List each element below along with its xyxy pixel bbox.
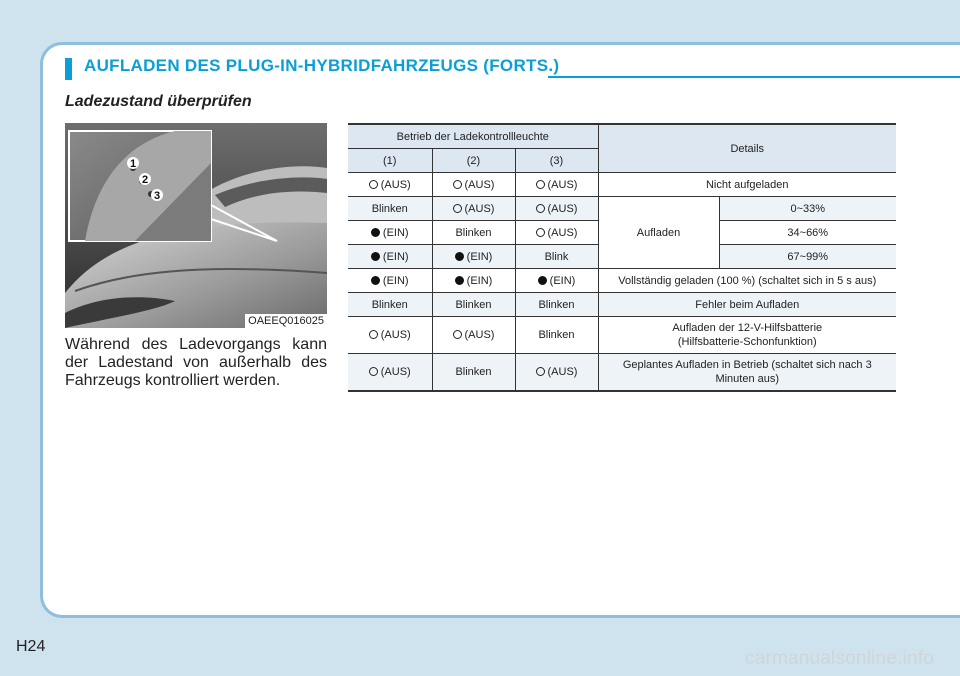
body-text: Während des Ladevorgangs kann der Ladestand von außerhalb des Fahrzeugs kontrolliert werden. [65,336,327,389]
filled-circle-icon [538,276,547,285]
empty-circle-icon [453,180,462,189]
svg-text:1: 1 [129,158,137,170]
section-title-bar [65,58,72,80]
empty-circle-icon [536,367,545,376]
details-cell: Aufladen der 12-V-Hilfsbatterie (Hilfsbatterie-Schonfunktion) [598,317,896,354]
filled-circle-icon [455,276,464,285]
filled-circle-icon [455,252,464,261]
filled-circle-icon [371,252,380,261]
table-header-row [348,124,896,149]
section-title-rule [548,76,960,78]
subheader-2: (2) [432,149,515,173]
table-row: (AUS) (AUS) Blinken Aufladen der 12-V-Hilfsbatterie (Hilfsbatterie-Schonfunktion) [348,317,896,354]
table-row: (EIN) (EIN) (EIN) Vollständig geladen (100 %) (schaltet sich in 5 s aus) [348,269,896,293]
empty-circle-icon [369,180,378,189]
empty-circle-icon [369,330,378,339]
empty-circle-icon [369,367,378,376]
table-row: (EIN) (EIN) Blink 67~99% [348,245,896,269]
empty-circle-icon [453,204,462,213]
watermark: carmanualsonline.info [744,648,934,669]
details-cell: Vollständig geladen (100 %) (schaltet sich in 5 s aus) [598,269,896,293]
percent-cell: 67~99% [719,245,896,269]
details-cell: Nicht aufgeladen [598,173,896,197]
charge-status-table [348,123,896,392]
table-row: Blinken Blinken Blinken Fehler beim Aufladen [348,293,896,317]
header-details: Details [598,124,896,173]
section-title: AUFLADEN DES PLUG-IN-HYBRIDFAHRZEUGS (FORTS.) [84,56,560,75]
charging-cell: Aufladen [598,197,719,269]
page-number: H24 [16,638,46,655]
figure-code: OAEEQ016025 [245,314,327,328]
svg-text:3: 3 [153,190,161,202]
filled-circle-icon [371,228,380,237]
empty-circle-icon [536,204,545,213]
percent-cell: 0~33% [719,197,896,221]
vehicle-illustration [65,123,327,328]
percent-cell: 34~66% [719,221,896,245]
subheader-1: (1) [348,149,432,173]
svg-text:2: 2 [141,174,149,186]
subheader-3: (3) [515,149,598,173]
table-row: (AUS) Blinken (AUS) Geplantes Aufladen in Betrieb (schaltet sich nach 3 Minuten aus) [348,354,896,392]
empty-circle-icon [536,180,545,189]
empty-circle-icon [536,228,545,237]
subtitle: Ladezustand überprüfen [65,93,252,110]
table-row: Blinken (AUS) (AUS) Aufladen 0~33% [348,197,896,221]
header-indicator-operation: Betrieb der Ladekontrollleuchte [348,124,598,149]
filled-circle-icon [371,276,380,285]
details-cell: Geplantes Aufladen in Betrieb (schaltet sich nach 3 Minuten aus) [598,354,896,392]
vehicle-photo [65,123,327,328]
empty-circle-icon [453,330,462,339]
details-cell: Fehler beim Aufladen [598,293,896,317]
table-row: (EIN) Blinken (AUS) 34~66% [348,221,896,245]
table-row: (AUS) (AUS) (AUS) Nicht aufgeladen [348,173,896,197]
